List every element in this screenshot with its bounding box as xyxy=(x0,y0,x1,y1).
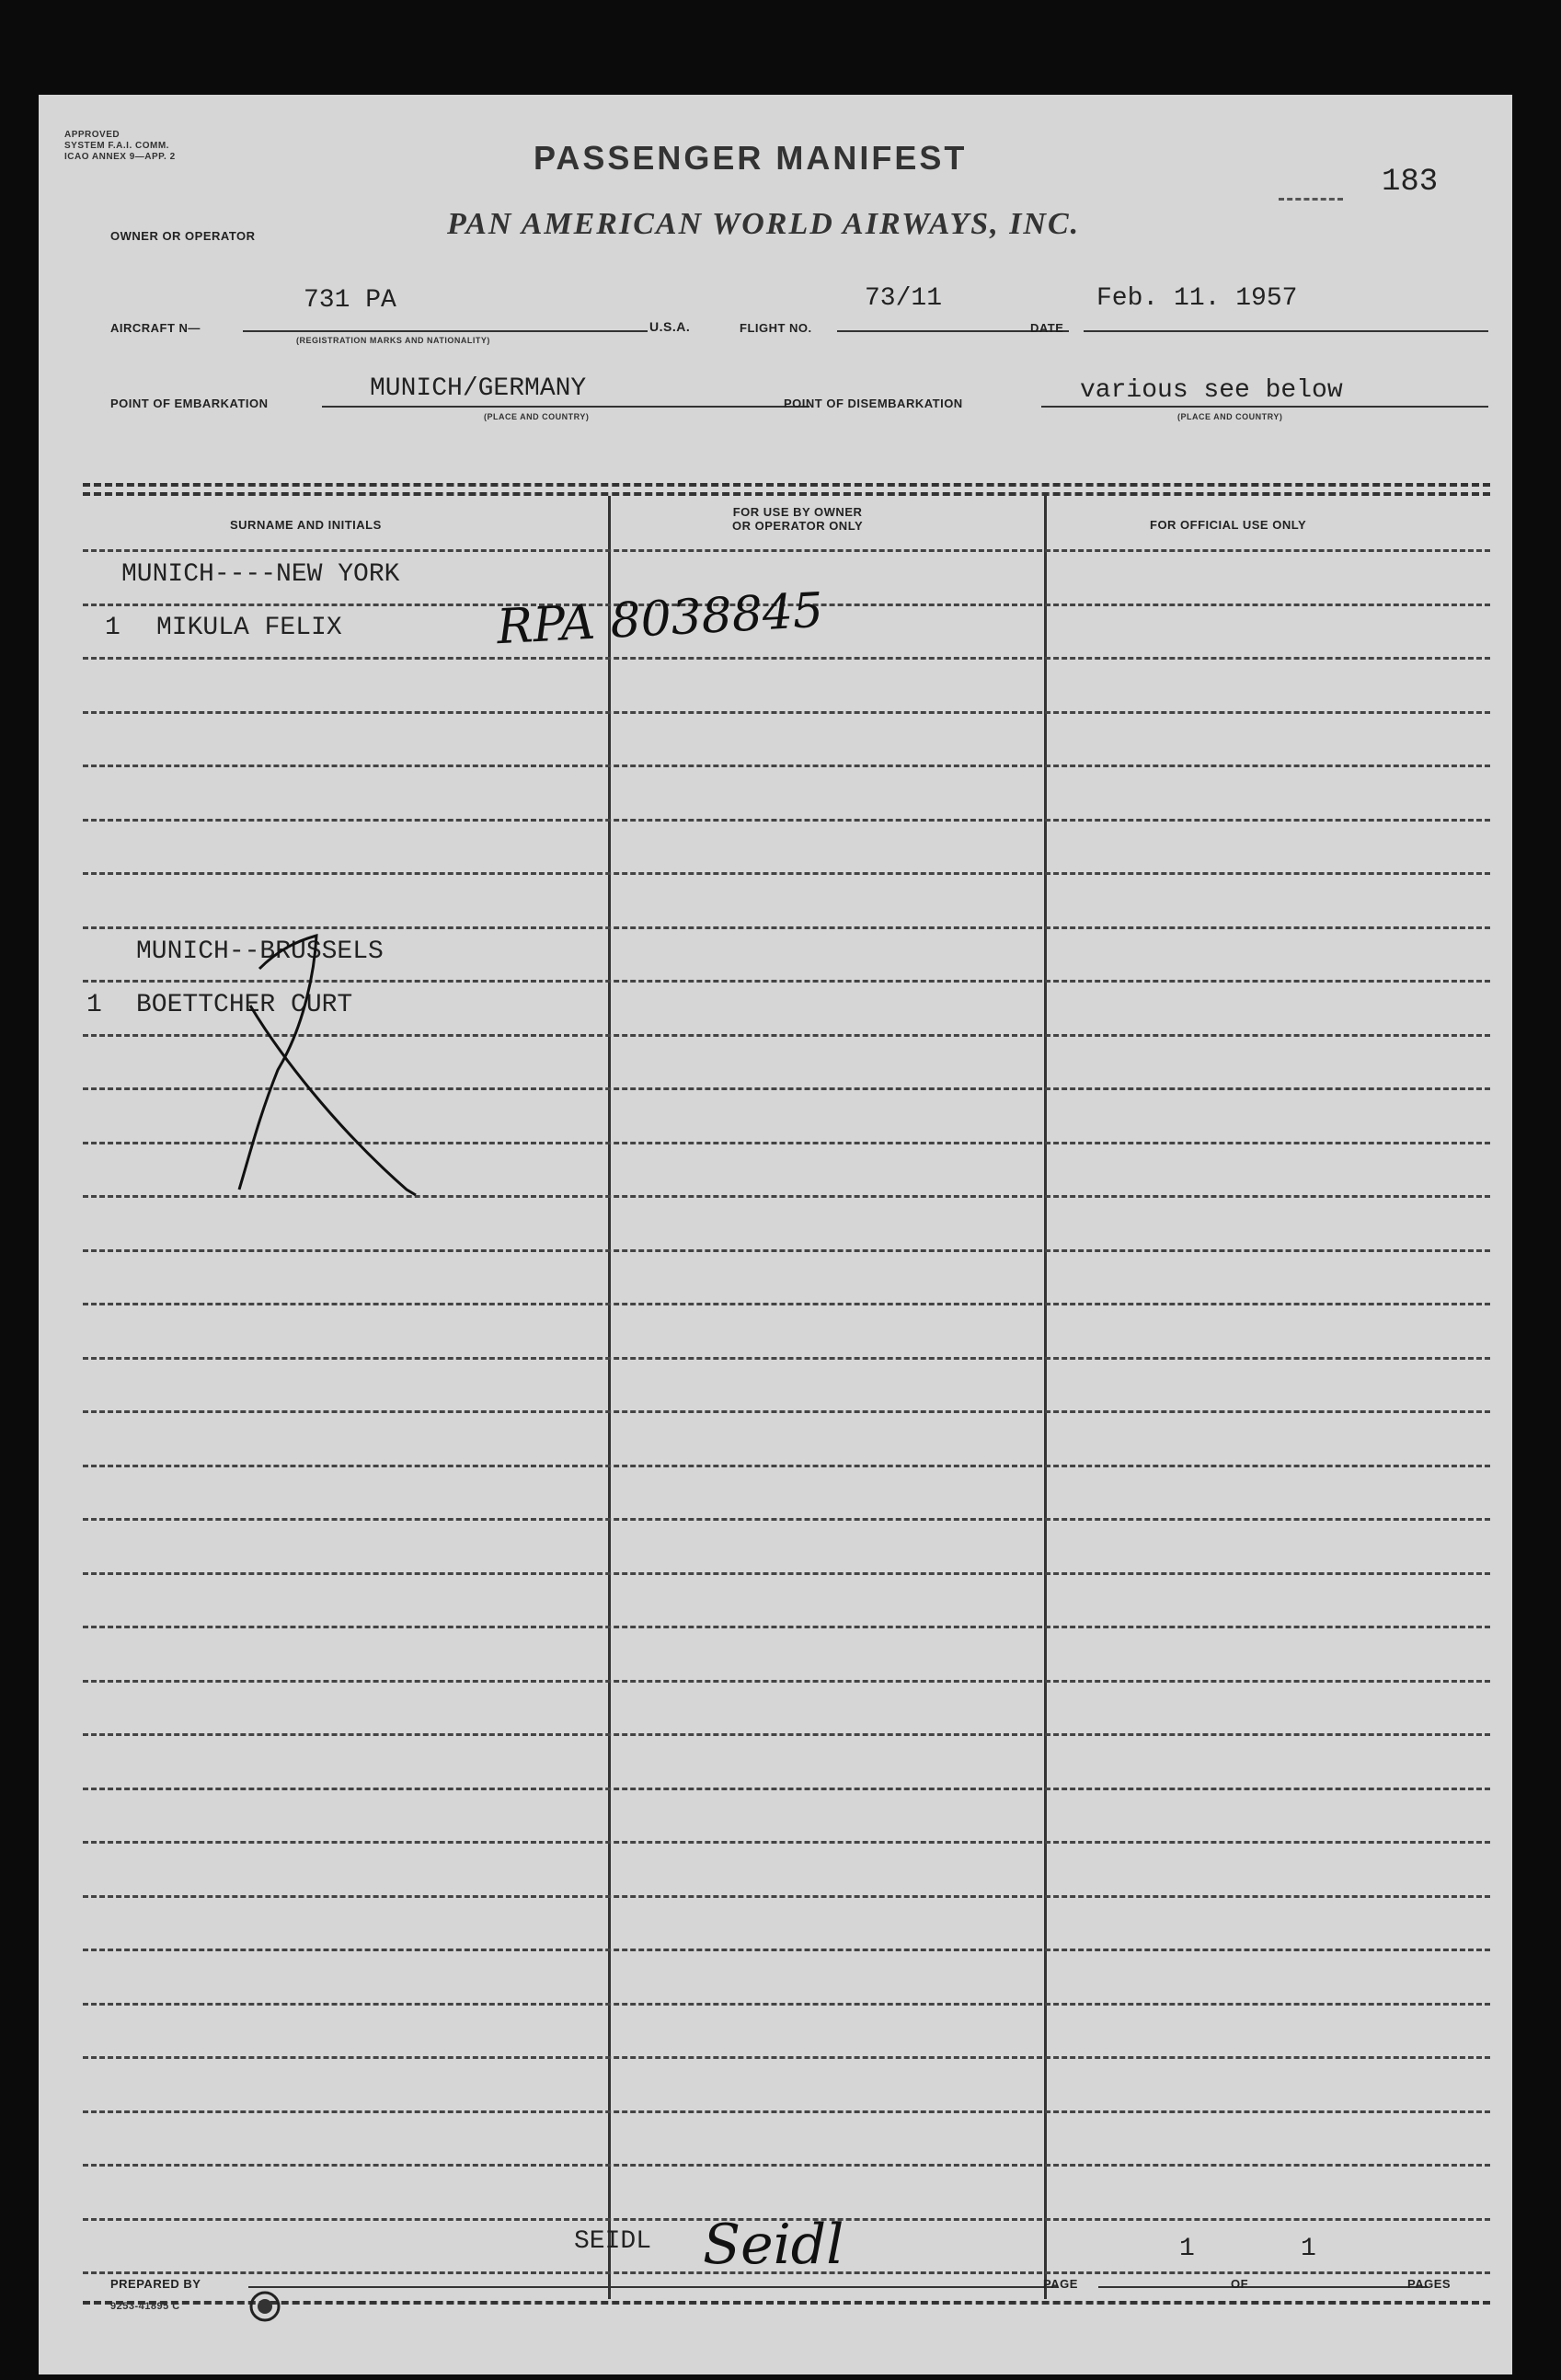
of-label: OF xyxy=(1231,2277,1249,2291)
disembarkation-value: various see below xyxy=(1080,376,1343,405)
ruled-line xyxy=(83,549,1490,552)
date-label: DATE xyxy=(1030,321,1064,335)
aircraft-value: 731 PA xyxy=(304,286,396,315)
form-number: 9253-41895 C xyxy=(110,2301,180,2312)
date-value: Feb. 11. 1957 xyxy=(1096,284,1298,313)
ruled-line xyxy=(83,1357,1490,1360)
ruled-line xyxy=(83,1465,1490,1467)
handwritten-passport-number: RPA 8038845 xyxy=(495,582,825,656)
route-heading: MUNICH----NEW YORK xyxy=(121,560,400,589)
registration-caption: (REGISTRATION MARKS AND NATIONALITY) xyxy=(296,336,490,345)
ruled-line xyxy=(83,2110,1490,2113)
flight-value: 73/11 xyxy=(865,284,943,313)
place-caption: (PLACE AND COUNTRY) xyxy=(1177,412,1283,421)
column-header-line: OR OPERATOR ONLY xyxy=(732,519,864,533)
disembarkation-underline xyxy=(1041,406,1488,408)
passenger-count: 1 xyxy=(105,614,121,642)
table-top-rule xyxy=(83,483,1490,487)
prepared-by-value: SEIDL xyxy=(574,2227,652,2256)
column-header-official: FOR OFFICIAL USE ONLY xyxy=(1150,518,1307,532)
ruled-line xyxy=(83,657,1490,660)
place-caption: (PLACE AND COUNTRY) xyxy=(484,412,590,421)
usa-label: U.S.A. xyxy=(649,319,691,334)
ruled-line xyxy=(83,1626,1490,1628)
column-header-operator xyxy=(732,505,863,533)
aircraft-label: AIRCRAFT N— xyxy=(110,321,201,335)
pages-label: PAGES xyxy=(1407,2277,1452,2291)
ruled-line xyxy=(83,1410,1490,1413)
embarkation-value: MUNICH/GERMANY xyxy=(370,374,587,403)
approval-line: SYSTEM F.A.I. COMM. xyxy=(64,141,169,151)
passenger-count: 1 xyxy=(86,991,102,1019)
ruled-line xyxy=(83,2164,1490,2167)
prepared-by-label: PREPARED BY xyxy=(110,2277,201,2291)
ruled-line xyxy=(83,1680,1490,1683)
approval-block xyxy=(64,130,176,163)
ruled-line xyxy=(83,1841,1490,1844)
ruled-line xyxy=(83,2056,1490,2059)
table-top-rule xyxy=(83,492,1490,496)
route-heading: MUNICH--BRUSSELS xyxy=(136,937,384,966)
ruled-line xyxy=(83,1949,1490,1951)
passenger-name: BOETTCHER CURT xyxy=(136,991,353,1019)
ruled-line xyxy=(83,1788,1490,1790)
form-title: PASSENGER MANIFEST xyxy=(534,139,968,177)
passenger-name: MIKULA FELIX xyxy=(156,614,342,642)
preparer-signature: Seidl xyxy=(703,2213,844,2277)
embarkation-underline xyxy=(322,406,809,408)
approval-line: ICAO ANNEX 9—APP. 2 xyxy=(64,152,176,162)
owner-label: OWNER OR OPERATOR xyxy=(110,229,256,243)
handwritten-cross-mark xyxy=(223,914,434,1208)
approval-line: APPROVED xyxy=(64,130,121,140)
union-label-seal xyxy=(248,2290,281,2323)
ruled-line xyxy=(83,2003,1490,2006)
prepared-underline xyxy=(248,2286,1058,2288)
ruled-line xyxy=(83,1572,1490,1575)
ruled-line xyxy=(83,1733,1490,1736)
flight-label: FLIGHT NO. xyxy=(740,321,812,335)
of-underline xyxy=(1262,2286,1428,2288)
page-number-stamp: 183 xyxy=(1382,165,1439,200)
aircraft-underline xyxy=(243,330,648,332)
ruled-line xyxy=(83,1518,1490,1521)
ruled-line xyxy=(83,765,1490,767)
ruled-line xyxy=(83,1249,1490,1252)
column-header-surname: SURNAME AND INITIALS xyxy=(230,518,382,532)
column-header-line: FOR USE BY OWNER xyxy=(732,505,863,519)
stamp-dash xyxy=(1279,198,1343,201)
airline-name: PAN AMERICAN WORLD AIRWAYS, INC. xyxy=(447,207,1081,241)
of-value: 1 xyxy=(1301,2235,1316,2263)
page-value: 1 xyxy=(1179,2235,1195,2263)
date-underline xyxy=(1084,330,1488,332)
ruled-line xyxy=(83,819,1490,822)
embarkation-label: POINT OF EMBARKATION xyxy=(110,397,269,410)
ruled-line xyxy=(83,872,1490,875)
ruled-line xyxy=(83,1303,1490,1305)
ruled-line xyxy=(83,711,1490,714)
manifest-sheet xyxy=(39,95,1512,2374)
disembarkation-label: POINT OF DISEMBARKATION xyxy=(784,397,963,410)
table-bottom-rule xyxy=(83,2301,1490,2305)
ruled-line xyxy=(83,1895,1490,1898)
page-label: PAGE xyxy=(1043,2277,1078,2291)
